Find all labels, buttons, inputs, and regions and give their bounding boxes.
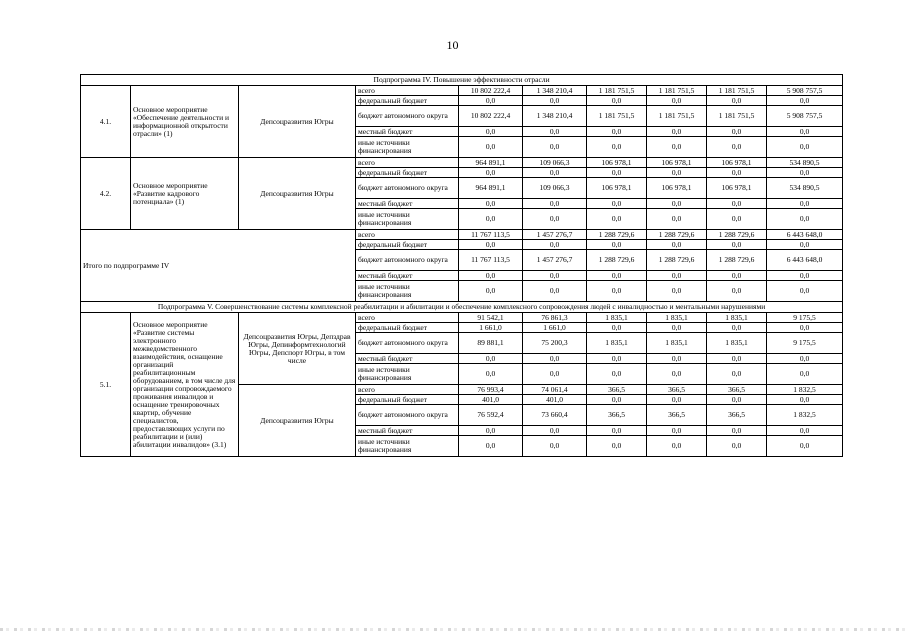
amount-cell: 0,0 — [647, 281, 707, 302]
amount-cell: 1 835,1 — [587, 333, 647, 354]
amount-cell: 0,0 — [587, 199, 647, 209]
source-label: всего — [356, 158, 459, 168]
source-label: иные источники финансирования — [356, 436, 459, 457]
amount-cell: 9 175,5 — [767, 333, 843, 354]
amount-cell: 1 832,5 — [767, 405, 843, 426]
amount-cell: 0,0 — [767, 199, 843, 209]
amount-cell: 1 181 751,5 — [707, 86, 767, 96]
amount-cell: 401,0 — [459, 395, 523, 405]
item-number: 4.1. — [81, 86, 131, 158]
amount-cell: 0,0 — [523, 436, 587, 457]
amount-cell: 0,0 — [707, 323, 767, 333]
amount-cell: 1 348 210,4 — [523, 86, 587, 96]
amount-cell: 0,0 — [459, 436, 523, 457]
amount-cell: 1 288 729,6 — [707, 250, 767, 271]
item-title: Основное мероприятие «Обеспечение деятельности и информационной открытости отрасли» (1) — [131, 86, 239, 158]
amount-cell: 0,0 — [647, 323, 707, 333]
amount-cell: 0,0 — [647, 364, 707, 385]
amount-cell: 0,0 — [587, 271, 647, 281]
amount-cell: 0,0 — [459, 168, 523, 178]
amount-cell: 1 457 276,7 — [523, 230, 587, 240]
amount-cell: 1 832,5 — [767, 385, 843, 395]
amount-cell: 0,0 — [587, 364, 647, 385]
amount-cell: 401,0 — [523, 395, 587, 405]
amount-cell: 1 288 729,6 — [587, 250, 647, 271]
amount-cell: 0,0 — [459, 96, 523, 106]
source-label: федеральный бюджет — [356, 96, 459, 106]
amount-cell: 1 181 751,5 — [587, 86, 647, 96]
amount-cell: 1 835,1 — [707, 313, 767, 323]
amount-cell: 75 200,3 — [523, 333, 587, 354]
amount-cell: 0,0 — [767, 271, 843, 281]
amount-cell: 0,0 — [523, 281, 587, 302]
amount-cell: 106 978,1 — [587, 178, 647, 199]
source-label: федеральный бюджет — [356, 395, 459, 405]
amount-cell: 0,0 — [523, 199, 587, 209]
amount-cell: 1 288 729,6 — [647, 230, 707, 240]
amount-cell: 0,0 — [647, 426, 707, 436]
amount-cell: 0,0 — [767, 364, 843, 385]
amount-cell: 91 542,1 — [459, 313, 523, 323]
amount-cell: 0,0 — [767, 137, 843, 158]
amount-cell: 0,0 — [707, 271, 767, 281]
amount-cell: 534 890,5 — [767, 158, 843, 168]
amount-cell: 0,0 — [587, 209, 647, 230]
source-label: иные источники финансирования — [356, 364, 459, 385]
amount-cell: 106 978,1 — [647, 158, 707, 168]
amount-cell: 5 908 757,5 — [767, 86, 843, 96]
amount-cell: 0,0 — [647, 436, 707, 457]
amount-cell: 1 181 751,5 — [647, 86, 707, 96]
amount-cell: 0,0 — [707, 127, 767, 137]
amount-cell: 0,0 — [587, 127, 647, 137]
amount-cell: 0,0 — [707, 364, 767, 385]
amount-cell: 1 288 729,6 — [587, 230, 647, 240]
amount-cell: 0,0 — [587, 240, 647, 250]
subprogram-5-title-row — [81, 302, 843, 313]
amount-cell: 0,0 — [707, 168, 767, 178]
source-label: бюджет автономного округа — [356, 405, 459, 426]
amount-cell: 0,0 — [707, 240, 767, 250]
source-label: всего — [356, 385, 459, 395]
amount-cell: 1 348 210,4 — [523, 106, 587, 127]
amount-cell: 0,0 — [767, 96, 843, 106]
amount-cell: 106 978,1 — [647, 178, 707, 199]
source-label: иные источники финансирования — [356, 137, 459, 158]
amount-cell: 366,5 — [647, 405, 707, 426]
amount-cell: 109 066,3 — [523, 178, 587, 199]
amount-cell: 0,0 — [459, 281, 523, 302]
scan-artifact — [0, 628, 905, 631]
amount-cell: 10 802 222,4 — [459, 106, 523, 127]
amount-cell: 0,0 — [647, 137, 707, 158]
amount-cell: 74 061,4 — [523, 385, 587, 395]
amount-cell: 0,0 — [587, 323, 647, 333]
amount-cell: 73 660,4 — [523, 405, 587, 426]
amount-cell: 0,0 — [459, 426, 523, 436]
amount-cell: 0,0 — [707, 209, 767, 230]
amount-cell: 6 443 648,0 — [767, 230, 843, 240]
amount-cell: 0,0 — [767, 395, 843, 405]
amount-cell: 366,5 — [707, 385, 767, 395]
amount-cell: 106 978,1 — [707, 158, 767, 168]
amount-cell: 5 908 757,5 — [767, 106, 843, 127]
amount-cell: 0,0 — [523, 271, 587, 281]
subtotal-title: Итого по подпрограмме IV — [81, 230, 356, 302]
amount-cell: 0,0 — [767, 281, 843, 302]
amount-cell: 109 066,3 — [523, 158, 587, 168]
amount-cell: 11 767 113,5 — [459, 230, 523, 240]
subprogram-4-title: Подпрограмма IV. Повышение эффективности отрасли — [81, 75, 843, 86]
amount-cell: 0,0 — [523, 240, 587, 250]
item-number: 5.1. — [81, 313, 131, 457]
amount-cell: 0,0 — [707, 137, 767, 158]
amount-cell: 0,0 — [587, 168, 647, 178]
subprogram-5-title: Подпрограмма V. Совершенствование системы комплексной реабилитации и абилитации и обеспечение комплексного сопровождения людей с инвалидностью и ментальными нарушениями — [81, 302, 843, 313]
amount-cell: 0,0 — [647, 240, 707, 250]
amount-cell: 366,5 — [587, 385, 647, 395]
amount-cell: 366,5 — [707, 405, 767, 426]
subprogram-4-title-row — [81, 75, 843, 86]
source-label: федеральный бюджет — [356, 240, 459, 250]
source-label: всего — [356, 230, 459, 240]
amount-cell: 1 181 751,5 — [587, 106, 647, 127]
amount-cell: 11 767 113,5 — [459, 250, 523, 271]
table-row — [81, 158, 843, 168]
amount-cell: 0,0 — [587, 96, 647, 106]
amount-cell: 0,0 — [707, 96, 767, 106]
amount-cell: 76 592,4 — [459, 405, 523, 426]
amount-cell: 0,0 — [647, 96, 707, 106]
amount-cell: 1 457 276,7 — [523, 250, 587, 271]
amount-cell: 0,0 — [707, 395, 767, 405]
source-label: иные источники финансирования — [356, 209, 459, 230]
amount-cell: 0,0 — [767, 240, 843, 250]
amount-cell: 1 288 729,6 — [647, 250, 707, 271]
amount-cell: 1 835,1 — [587, 313, 647, 323]
source-label: всего — [356, 313, 459, 323]
amount-cell: 0,0 — [707, 281, 767, 302]
amount-cell: 1 288 729,6 — [707, 230, 767, 240]
amount-cell: 1 661,0 — [523, 323, 587, 333]
amount-cell: 0,0 — [707, 426, 767, 436]
amount-cell: 0,0 — [523, 354, 587, 364]
amount-cell: 0,0 — [767, 168, 843, 178]
table-row — [81, 86, 843, 96]
amount-cell: 0,0 — [707, 354, 767, 364]
item-executor: Депсоцразвития Югры — [239, 385, 356, 457]
amount-cell: 76 861,3 — [523, 313, 587, 323]
amount-cell: 0,0 — [647, 168, 707, 178]
amount-cell: 0,0 — [767, 354, 843, 364]
amount-cell: 964 891,1 — [459, 178, 523, 199]
source-label: федеральный бюджет — [356, 323, 459, 333]
source-label: местный бюджет — [356, 127, 459, 137]
amount-cell: 366,5 — [647, 385, 707, 395]
amount-cell: 0,0 — [707, 436, 767, 457]
amount-cell: 1 661,0 — [459, 323, 523, 333]
item-executor: Депсоцразвития Югры — [239, 158, 356, 230]
amount-cell: 0,0 — [523, 96, 587, 106]
amount-cell: 0,0 — [587, 137, 647, 158]
item-title: Основное мероприятие «Развитие системы электронного межведомственного взаимодействия, оснащение организаций реабилитационным оборудованием, в том числе для организации сопровождаемого проживания инвалидов и оснащение тренировочных квартир, обучение специалистов, предоставляющих услуги по реабилитации и (или) абилитации инвалидов» (3.1) — [131, 313, 239, 457]
amount-cell: 106 978,1 — [707, 178, 767, 199]
table-row — [81, 230, 843, 240]
amount-cell: 0,0 — [767, 209, 843, 230]
amount-cell: 0,0 — [459, 127, 523, 137]
amount-cell: 0,0 — [459, 354, 523, 364]
amount-cell: 9 175,5 — [767, 313, 843, 323]
amount-cell: 0,0 — [707, 199, 767, 209]
table-row — [81, 313, 843, 323]
item-title: Основное мероприятие «Развитие кадрового потенциала» (1) — [131, 158, 239, 230]
amount-cell: 0,0 — [767, 127, 843, 137]
amount-cell: 0,0 — [459, 240, 523, 250]
source-label: иные источники финансирования — [356, 281, 459, 302]
amount-cell: 0,0 — [523, 127, 587, 137]
amount-cell: 0,0 — [647, 271, 707, 281]
amount-cell: 0,0 — [647, 354, 707, 364]
source-label: бюджет автономного округа — [356, 333, 459, 354]
amount-cell: 0,0 — [587, 281, 647, 302]
item-executor: Депсоцразвития Югры — [239, 86, 356, 158]
amount-cell: 10 802 222,4 — [459, 86, 523, 96]
amount-cell: 0,0 — [587, 436, 647, 457]
source-label: местный бюджет — [356, 271, 459, 281]
amount-cell: 534 890,5 — [767, 178, 843, 199]
amount-cell: 0,0 — [459, 209, 523, 230]
source-label: бюджет автономного округа — [356, 178, 459, 199]
amount-cell: 89 881,1 — [459, 333, 523, 354]
amount-cell: 0,0 — [523, 426, 587, 436]
amount-cell: 1 835,1 — [647, 333, 707, 354]
source-label: местный бюджет — [356, 199, 459, 209]
source-label: всего — [356, 86, 459, 96]
amount-cell: 0,0 — [459, 137, 523, 158]
amount-cell: 0,0 — [523, 364, 587, 385]
amount-cell: 0,0 — [587, 395, 647, 405]
budget-table — [80, 74, 843, 457]
page-number: 10 — [446, 38, 459, 52]
amount-cell: 0,0 — [523, 168, 587, 178]
source-label: федеральный бюджет — [356, 168, 459, 178]
amount-cell: 0,0 — [523, 209, 587, 230]
amount-cell: 0,0 — [523, 137, 587, 158]
amount-cell: 0,0 — [459, 364, 523, 385]
amount-cell: 0,0 — [647, 127, 707, 137]
amount-cell: 0,0 — [767, 323, 843, 333]
amount-cell: 0,0 — [587, 354, 647, 364]
amount-cell: 1 181 751,5 — [707, 106, 767, 127]
source-label: местный бюджет — [356, 426, 459, 436]
amount-cell: 106 978,1 — [587, 158, 647, 168]
amount-cell: 76 993,4 — [459, 385, 523, 395]
amount-cell: 0,0 — [767, 436, 843, 457]
source-label: бюджет автономного округа — [356, 106, 459, 127]
amount-cell: 0,0 — [587, 426, 647, 436]
amount-cell: 0,0 — [647, 395, 707, 405]
amount-cell: 1 835,1 — [647, 313, 707, 323]
amount-cell: 0,0 — [767, 426, 843, 436]
amount-cell: 0,0 — [647, 209, 707, 230]
amount-cell: 0,0 — [459, 271, 523, 281]
amount-cell: 964 891,1 — [459, 158, 523, 168]
item-number: 4.2. — [81, 158, 131, 230]
amount-cell: 0,0 — [647, 199, 707, 209]
source-label: бюджет автономного округа — [356, 250, 459, 271]
amount-cell: 1 835,1 — [707, 333, 767, 354]
amount-cell: 0,0 — [459, 199, 523, 209]
source-label: местный бюджет — [356, 354, 459, 364]
amount-cell: 366,5 — [587, 405, 647, 426]
amount-cell: 1 181 751,5 — [647, 106, 707, 127]
amount-cell: 6 443 648,0 — [767, 250, 843, 271]
item-executor: Депсоцразвития Югры, Депздрав Югры, Депинформтехнологий Югры, Депспорт Югры, в том числе — [239, 313, 356, 385]
